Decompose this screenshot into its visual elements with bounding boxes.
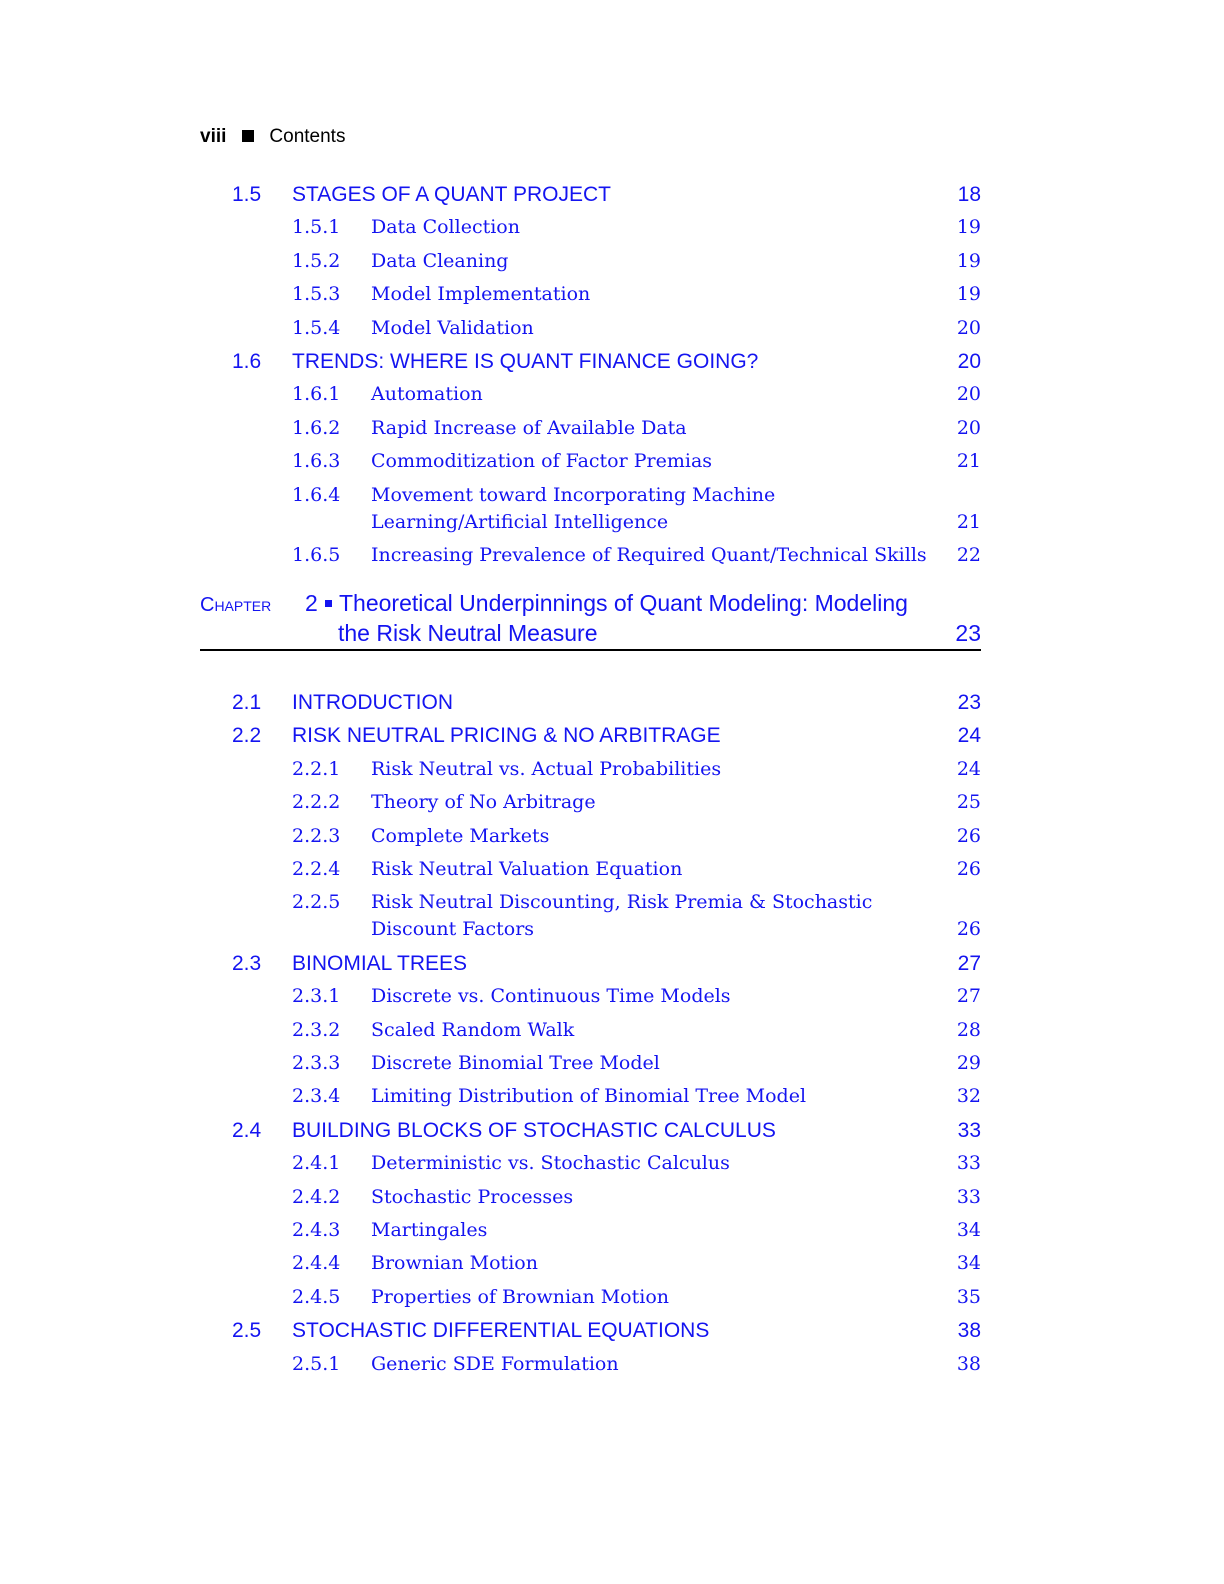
entry-page: 27 — [957, 951, 981, 975]
entry-number: 1.6.1 — [292, 383, 341, 406]
entry-page: 20 — [956, 316, 981, 339]
entry-title: Stochastic Processes — [371, 1185, 574, 1208]
entry-page: 27 — [956, 985, 981, 1008]
entry-title: Commoditization of Factor Premias — [371, 450, 713, 473]
entry-number: 1.5 — [232, 183, 262, 206]
entry-page: 26 — [956, 824, 981, 847]
entry-page: 34 — [956, 1219, 981, 1241]
entry-page: 29 — [956, 1052, 981, 1074]
entry-title: RISK NEUTRAL PRICING & NO ARBITRAGE — [292, 724, 721, 748]
entry-number: 1.5.2 — [292, 249, 341, 272]
entry-page: 32 — [956, 1085, 981, 1108]
entry-page: 19 — [956, 283, 981, 306]
entry-page: 24 — [956, 757, 981, 780]
entry-number: 2.5.1 — [292, 1352, 341, 1375]
entry-title: Discrete Binomial Tree Model — [371, 1052, 660, 1074]
entry-number: 2.3.2 — [292, 1018, 341, 1041]
entry-title: Data Collection — [371, 216, 520, 239]
entry-number: 2.2.3 — [292, 824, 341, 847]
chapter-page: 23 — [955, 620, 981, 646]
entry-number: 2.3 — [232, 951, 262, 975]
entry-number: 2.2.1 — [292, 757, 341, 780]
entry-number: 2.1 — [232, 691, 262, 714]
entry-title: Scaled Random Walk — [371, 1018, 575, 1041]
entry-title-continued: Learning/Artificial Intelligence — [371, 510, 669, 533]
entry-number: 2.4.2 — [292, 1185, 341, 1208]
entry-page: 20 — [956, 383, 981, 406]
entry-number: 2.3.3 — [292, 1052, 341, 1074]
entry-title: Limiting Distribution of Binomial Tree Model — [371, 1085, 807, 1108]
entry-title: STAGES OF A QUANT PROJECT — [292, 183, 611, 206]
entry-number: 2.2.4 — [292, 858, 341, 880]
header-title: Contents — [269, 126, 346, 147]
entry-page: 22 — [956, 544, 981, 566]
entry-title: Brownian Motion — [371, 1252, 538, 1275]
entry-page: 20 — [957, 350, 981, 373]
entry-title: Generic SDE Formulation — [371, 1352, 619, 1375]
entry-title-continued: Discount Factors — [371, 918, 535, 941]
entry-page: 21 — [956, 510, 981, 533]
entry-title: Risk Neutral Discounting, Risk Premia & Stochastic — [371, 891, 873, 914]
entry-page: 21 — [956, 450, 981, 473]
entry-title: Automation — [371, 383, 483, 406]
chapter-word: Chapter — [200, 594, 272, 616]
entry-title: STOCHASTIC DIFFERENTIAL EQUATIONS — [292, 1319, 710, 1343]
entry-page: 24 — [957, 724, 981, 748]
entry-number: 2.4.4 — [292, 1252, 341, 1275]
entry-title: Risk Neutral vs. Actual Probabilities — [371, 757, 722, 780]
entry-title: Rapid Increase of Available Data — [371, 416, 687, 439]
entry-title: Discrete vs. Continuous Time Models — [371, 985, 731, 1008]
entry-page: 26 — [956, 918, 981, 941]
entry-title: TRENDS: WHERE IS QUANT FINANCE GOING? — [292, 350, 759, 373]
entry-title: BINOMIAL TREES — [292, 951, 468, 975]
entry-number: 2.4.1 — [292, 1152, 341, 1175]
entry-title: Movement toward Incorporating Machine — [371, 483, 776, 506]
chapter-title-line-1: Theoretical Underpinnings of Quant Modeling: Modeling — [339, 590, 908, 616]
chapter-number: 2 — [305, 590, 318, 616]
entry-title: INTRODUCTION — [292, 691, 453, 714]
entry-number: 1.6.3 — [292, 450, 341, 473]
entry-page: 38 — [957, 1319, 981, 1343]
entry-title: BUILDING BLOCKS OF STOCHASTIC CALCULUS — [292, 1118, 776, 1142]
entry-number: 2.2 — [232, 724, 262, 748]
entry-page: 38 — [956, 1352, 981, 1375]
entry-title: Complete Markets — [371, 824, 550, 847]
entry-page: 23 — [957, 691, 981, 714]
entry-title: Martingales — [371, 1219, 488, 1241]
entry-title: Increasing Prevalence of Required Quant/Technical Skills — [371, 544, 927, 566]
chapter-title-line-2: the Risk Neutral Measure — [338, 620, 598, 646]
entry-page: 33 — [957, 1118, 981, 1142]
entry-title: Risk Neutral Valuation Equation — [371, 858, 683, 880]
entry-title: Data Cleaning — [371, 249, 509, 272]
entry-title: Theory of No Arbitrage — [371, 791, 596, 814]
entry-page: 28 — [956, 1018, 981, 1041]
entry-number: 1.6 — [232, 350, 262, 373]
entry-page: 26 — [956, 858, 981, 880]
entry-number: 2.2.5 — [292, 891, 341, 914]
entry-number: 1.6.4 — [292, 483, 341, 506]
entry-number: 1.5.4 — [292, 316, 341, 339]
entry-number: 1.6.2 — [292, 416, 341, 439]
entry-number: 1.5.1 — [292, 216, 341, 239]
entry-page: 25 — [956, 791, 981, 814]
entry-number: 1.5.3 — [292, 283, 341, 306]
entry-title: Properties of Brownian Motion — [371, 1285, 669, 1308]
entry-page: 34 — [956, 1252, 981, 1275]
entry-title: Model Validation — [371, 316, 534, 339]
entry-page: 20 — [956, 416, 981, 439]
entry-title: Deterministic vs. Stochastic Calculus — [371, 1152, 730, 1175]
entry-page: 35 — [956, 1285, 981, 1308]
entry-page: 18 — [957, 183, 981, 206]
entry-number: 2.3.4 — [292, 1085, 341, 1108]
entry-number: 2.4.3 — [292, 1219, 341, 1241]
header-page-number: viii — [200, 126, 227, 147]
entry-number: 1.6.5 — [292, 544, 341, 566]
entry-title: Model Implementation — [371, 283, 591, 306]
entry-number: 2.5 — [232, 1319, 262, 1343]
entry-number: 2.4 — [232, 1118, 262, 1142]
entry-page: 19 — [956, 216, 981, 239]
entry-page: 33 — [956, 1185, 981, 1208]
entry-number: 2.3.1 — [292, 985, 341, 1008]
entry-number: 2.4.5 — [292, 1285, 341, 1308]
entry-number: 2.2.2 — [292, 791, 341, 814]
entry-page: 33 — [956, 1152, 981, 1175]
entry-page: 19 — [956, 249, 981, 272]
